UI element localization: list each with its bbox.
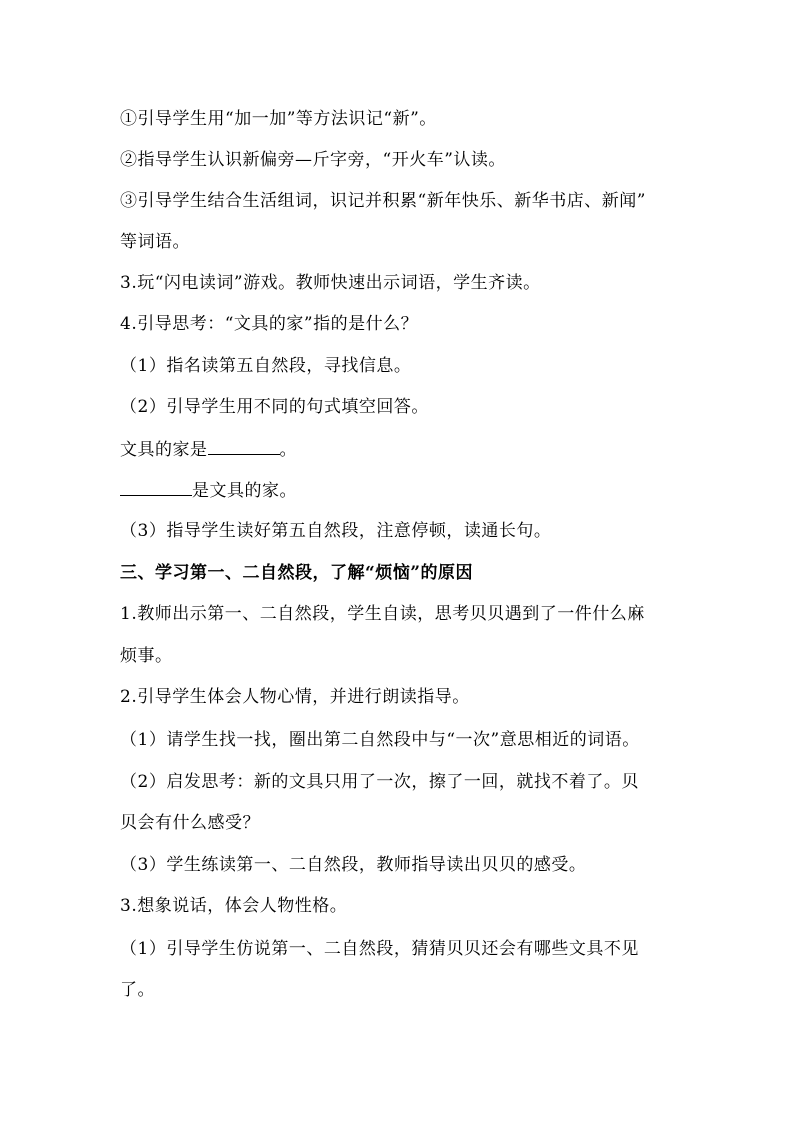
fill-in-line-2 [120, 479, 690, 502]
text-line: （3）指导学生读好第五自然段，注意停顿，读通长句。 [120, 521, 552, 541]
fill-in-suffix: 是文具的家。 [192, 481, 297, 501]
text-line: （1）引导学生仿说第一、二自然段，猜猜贝贝还会有哪些文具不见 [120, 939, 639, 959]
fill-in-blank [208, 438, 280, 455]
section-heading: 三、学习第一、二自然段，了解“烦恼”的原因 [120, 563, 474, 583]
text-line: 2.引导学生体会人物心情，并进行朗读指导。 [120, 687, 470, 707]
text-line: 等词语。 [120, 232, 190, 252]
text-line: ③引导学生结合生活组词，识记并积累“新年快乐、新华书店、新闻” [120, 191, 646, 211]
text-line: 3.玩“闪电读词”游戏。教师快速出示词语，学生齐读。 [120, 273, 541, 293]
text-line: 1.教师出示第一、二自然段，学生自读，思考贝贝遇到了一件什么麻 [120, 604, 645, 624]
text-line: （3）学生练读第一、二自然段，教师指导读出贝贝的感受。 [120, 855, 587, 875]
text-line: 了。 [120, 980, 155, 1000]
text-line: ①引导学生用“加一加”等方法识记“新”。 [120, 109, 437, 129]
text-line: 贝会有什么感受？ [120, 813, 260, 833]
text-line: 3.想象说话，体会人物性格。 [120, 896, 348, 916]
fill-in-suffix: 。 [279, 440, 297, 460]
fill-in-blank [120, 479, 192, 496]
text-line: 烦事。 [120, 646, 173, 666]
text-line: （1）指名读第五自然段，寻找信息。 [120, 356, 412, 376]
text-line: 4.引导思考：“文具的家”指的是什么？ [120, 314, 419, 334]
text-line: （1）请学生找一找，圈出第二自然段中与“一次”意思相近的词语。 [120, 730, 640, 750]
text-line: （2）启发思考：新的文具只用了一次，擦了一回，就找不着了。贝 [120, 772, 639, 792]
text-line: ②指导学生认识新偏旁—斤字旁，“开火车”认读。 [120, 150, 506, 170]
fill-in-line-1 [120, 438, 690, 461]
fill-in-prefix: 文具的家是 [120, 440, 208, 460]
text-line: （2）引导学生用不同的句式填空回答。 [120, 397, 429, 417]
